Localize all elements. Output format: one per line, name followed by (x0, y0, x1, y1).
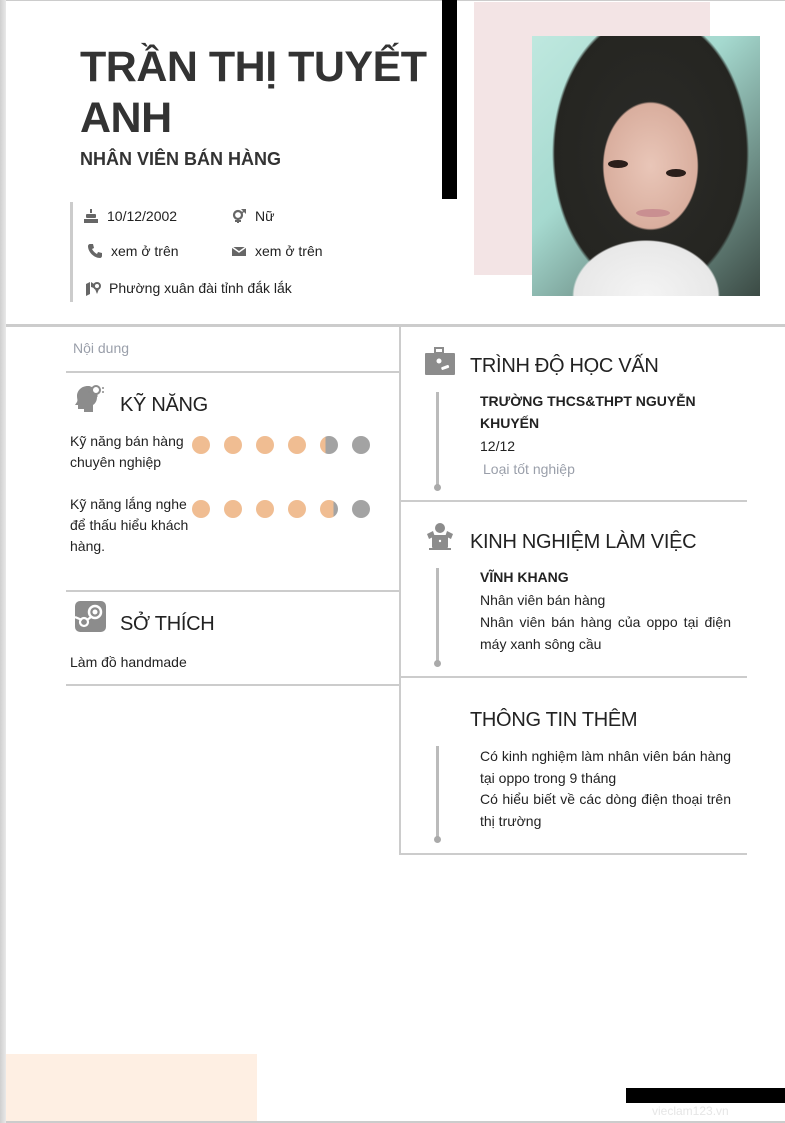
phone-item (87, 243, 179, 259)
envelope-icon (231, 243, 247, 259)
rating-dot-empty (352, 500, 370, 518)
birthday-value: 10/12/2002 (107, 208, 178, 224)
address-value: Phường xuân đài tỉnh đắk lắk (109, 280, 292, 296)
photo-eye (608, 160, 628, 168)
skill-rating (192, 500, 370, 518)
email-item (231, 243, 323, 259)
job-title: NHÂN VIÊN BÁN HÀNG (80, 149, 282, 169)
divider-objective (66, 371, 399, 373)
photo-eye (666, 169, 686, 177)
gender-icon (231, 208, 247, 224)
rating-dot-filled (224, 500, 242, 518)
divider-hobbies (66, 684, 399, 686)
address-item (85, 280, 292, 296)
company-name: VĨNH KHANG (480, 569, 569, 585)
additional-timeline (436, 746, 439, 839)
candidate-name: TRẦN THỊ TUYẾT ANH (80, 43, 427, 142)
rating-dot-filled (288, 436, 306, 454)
education-period: 12/12 (480, 438, 516, 454)
divider-education (401, 500, 747, 502)
additional-line: Có hiểu biết về các dòng điện thoại trên thị trường (480, 791, 731, 829)
education-grade: Loại tốt nghiệp (483, 461, 575, 477)
additional-title: THÔNG TIN THÊM (470, 709, 638, 731)
skill-name: Kỹ năng bán hàng chuyên nghiệp (70, 433, 184, 470)
education-title: TRÌNH ĐỘ HỌC VẤN (470, 355, 659, 377)
objective-field[interactable]: Nội dung (73, 340, 130, 356)
rating-dot-filled (288, 500, 306, 518)
experience-position: Nhân viên bán hàng (480, 592, 606, 608)
contact-info (70, 202, 370, 302)
phone-value: xem ở trên (111, 243, 179, 259)
divider-skills (66, 590, 399, 592)
rating-dot-filled (256, 500, 274, 518)
steam-icon (75, 601, 106, 632)
experience-timeline (436, 568, 439, 663)
decorative-peach-block (6, 1054, 257, 1121)
experience-title: KINH NGHIỆM LÀM VIỆC (470, 531, 697, 553)
rating-dot-filled (256, 436, 274, 454)
map-marker-icon (85, 280, 101, 296)
birthday-cake-icon (83, 208, 99, 224)
person-laptop-icon (424, 522, 456, 550)
suitcase-icon (425, 346, 455, 376)
skill-name: Kỹ năng lắng nghe để thấu hiểu khách hàng. (70, 496, 189, 554)
hobbies-title: SỞ THÍCH (120, 613, 215, 635)
decorative-black-bar (442, 0, 457, 199)
head-lightbulb-icon (74, 382, 106, 412)
rating-dot-partial (320, 500, 338, 518)
experience-description: Nhân viên bán hàng của oppo tại điện máy xanh sông cầu (480, 614, 731, 652)
rating-dot-filled (224, 436, 242, 454)
skills-title: KỸ NĂNG (120, 394, 208, 416)
school-name: TRƯỜNG THCS&THPT NGUYỄN KHUYẾN (480, 393, 696, 431)
rating-dot-empty (352, 436, 370, 454)
header-divider (6, 324, 785, 327)
divider-additional (401, 853, 747, 855)
decorative-footer-bar (626, 1088, 785, 1103)
gender-value: Nữ (255, 208, 275, 224)
watermark: vieclam123.vn (652, 1104, 729, 1118)
gender-item (231, 208, 274, 224)
divider-experience (401, 676, 747, 678)
skill-rating (192, 436, 370, 454)
column-divider (399, 327, 401, 855)
birthday-item (83, 208, 177, 224)
rating-dot-filled (192, 500, 210, 518)
phone-icon (87, 243, 103, 259)
email-value: xem ở trên (255, 243, 323, 259)
avatar-photo[interactable] (532, 36, 760, 296)
additional-line: Có kinh nghiệm làm nhân viên bán hàng tại oppo trong 9 tháng (480, 748, 731, 786)
rating-dot-partial (320, 436, 338, 454)
education-timeline (436, 392, 439, 487)
rating-dot-filled (192, 436, 210, 454)
hobbies-content: Làm đồ handmade (70, 654, 187, 670)
photo-mouth (636, 209, 670, 217)
